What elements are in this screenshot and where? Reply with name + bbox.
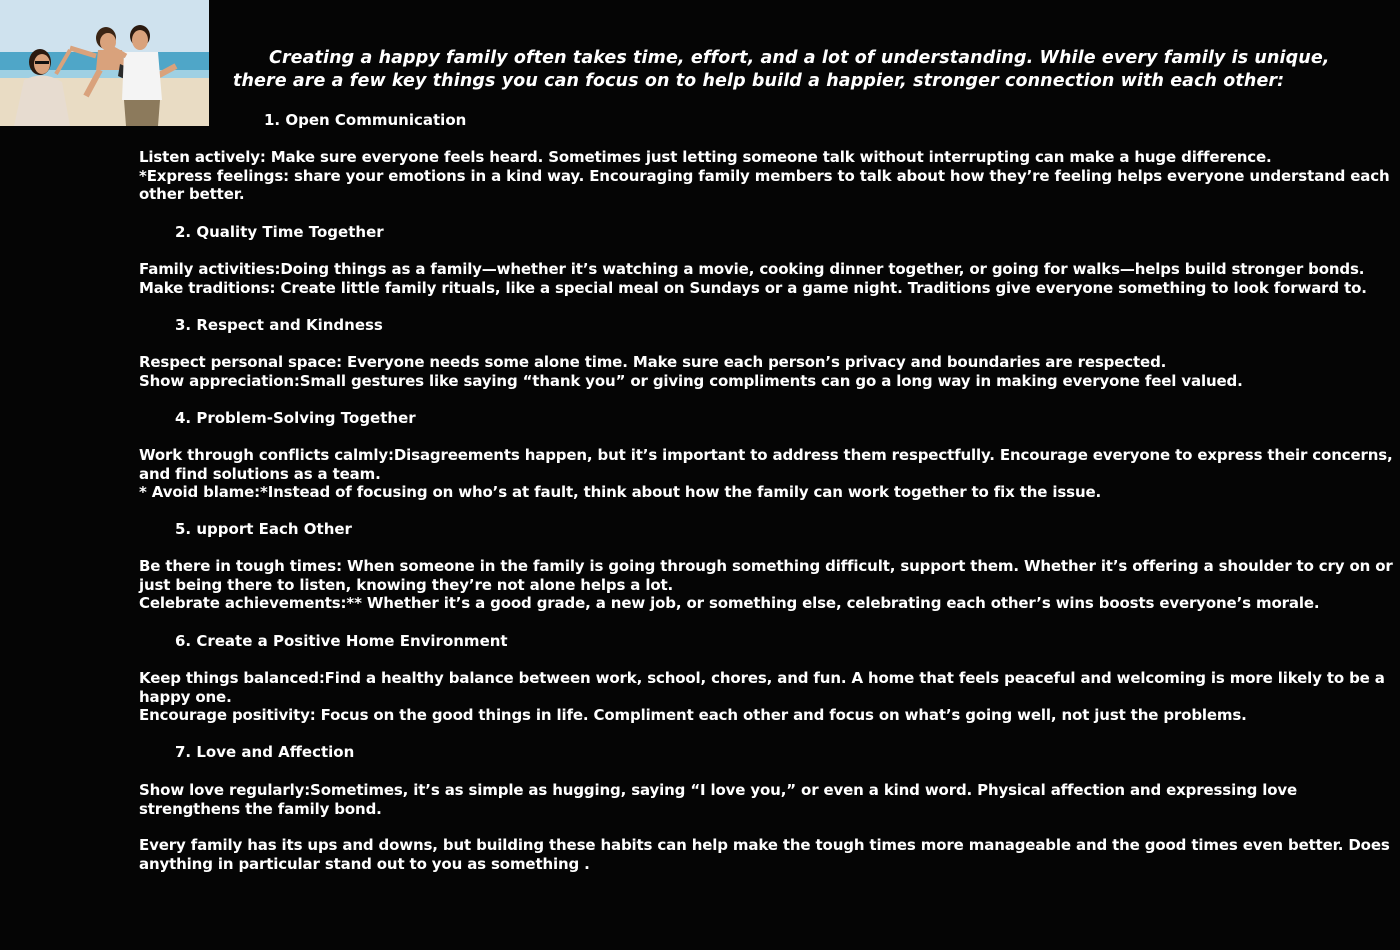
section-line: * Avoid blame:*Instead of focusing on who’s at fault, think about how the family can work together to fix the issue. [139, 483, 1102, 501]
section-heading-support-each-other: 5. upport Each Other [175, 520, 352, 538]
section-body-open-communication [139, 148, 1399, 204]
section-body-respect-kindness [139, 353, 1399, 390]
section-body-support-each-other [139, 557, 1399, 613]
section-line: Respect personal space: Everyone needs some alone time. Make sure each person’s privacy and boundaries are respected. [139, 353, 1167, 371]
section-line: Celebrate achievements:** Whether it’s a good grade, a new job, or something else, celebrating each other’s wins boosts everyone’s morale. [139, 594, 1320, 612]
section-line: Be there in tough times: When someone in the family is going through something difficult, support them. Whether it’s offering a shoulder to cry on or just being there to listen, knowing they’re not alone helps a lot. [139, 557, 1393, 594]
section-line: Keep things balanced:Find a healthy balance between work, school, chores, and fun. A home that feels peaceful and welcoming is more likely to be a happy one. [139, 669, 1385, 706]
section-line: Listen actively: Make sure everyone feels heard. Sometimes just letting someone talk without interrupting can make a huge difference. [139, 148, 1272, 166]
section-line: Work through conflicts calmly:Disagreements happen, but it’s important to address them respectfully. Encourage everyone to express their concerns, and find solutions as a team. [139, 446, 1393, 483]
section-body-problem-solving [139, 446, 1399, 502]
section-line: Show appreciation:Small gestures like saying “thank you” or giving compliments can go a long way in making everyone feel valued. [139, 371, 1243, 390]
section-line: Make traditions: Create little family rituals, like a special meal on Sundays or a game night. Traditions give everyone something to look forward to. [139, 278, 1367, 297]
intro-text: Creating a happy family often takes time, effort, and a lot of understanding. While every family is unique, there are a few key things you can focus on to help build a happier, stronger connection with each other: [233, 48, 1330, 91]
section-heading-positive-home: 6. Create a Positive Home Environment [175, 632, 508, 650]
section-body-quality-time [139, 260, 1399, 297]
section-line: Show love regularly:Sometimes, it’s as simple as hugging, saying “I love you,” or even a kind word. Physical affection and expressing love strengthens the family bond. [139, 781, 1298, 818]
section-line: Encourage positivity: Focus on the good things in life. Compliment each other and focus on what’s going well, not just the problems. [139, 706, 1247, 724]
section-line: *Express feelings: share your emotions in a kind way. Encouraging family members to talk about how they’re feeling helps everyone understand each other better. [139, 166, 1390, 203]
family-photo [0, 0, 209, 126]
section-heading-problem-solving: 4. Problem-Solving Together [175, 409, 416, 427]
section-heading-open-communication: 1. Open Communication [264, 111, 467, 129]
family-beach-photo-icon [0, 0, 209, 126]
section-heading-love-affection: 7. Love and Affection [175, 743, 355, 761]
section-body-positive-home [139, 669, 1399, 725]
closing-paragraph: Every family has its ups and downs, but building these habits can help make the tough times more manageable and the good times even better. Does anything in particular stand out to you as something . [139, 836, 1390, 873]
section-heading-respect-kindness: 3. Respect and Kindness [175, 316, 383, 334]
intro-paragraph [233, 47, 1373, 93]
section-line: Family activities:Doing things as a family—whether it’s watching a movie, cooking dinner together, or going for walks—helps build stronger bonds. [139, 260, 1365, 278]
section-heading-quality-time: 2. Quality Time Together [175, 223, 384, 241]
section-body-love-affection [139, 781, 1399, 818]
